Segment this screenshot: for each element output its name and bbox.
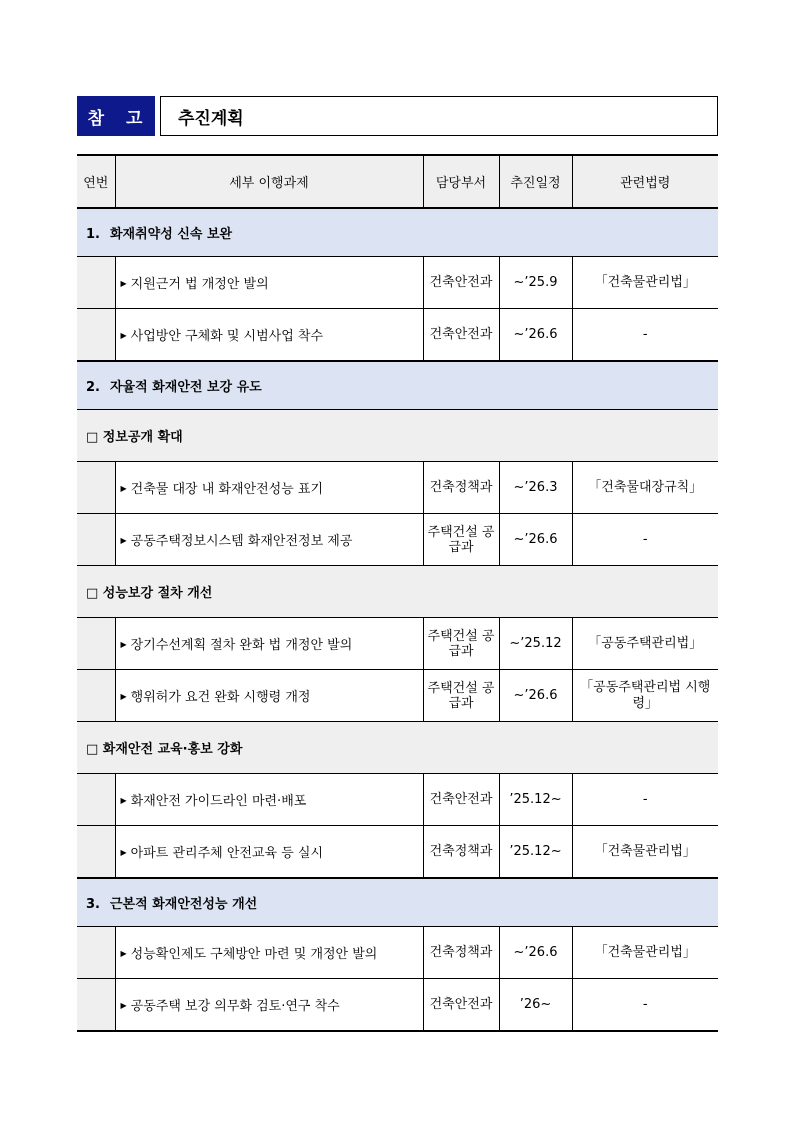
law-cell: -	[572, 309, 718, 362]
section-row	[77, 208, 718, 257]
dept-cell: 건축정책과	[423, 826, 499, 879]
dept-cell: 주택건설 공급과	[423, 670, 499, 722]
schedule-cell: ~’26.3	[499, 462, 572, 514]
law-cell: 「건축물관리법」	[572, 927, 718, 979]
law-cell: 「공동주택관리법 시행령」	[572, 670, 718, 722]
task-cell: ▶ 아파트 관리주체 안전교육 등 실시	[115, 826, 423, 879]
subsection-title: □ 성능보강 절차 개선	[77, 566, 718, 618]
bullet-triangle-icon: ▶	[120, 484, 127, 493]
table-row	[77, 309, 718, 362]
table-row	[77, 462, 718, 514]
subsection-title: □ 화재안전 교육·홍보 강화	[77, 722, 718, 774]
task-cell: ▶ 공동주택 보강 의무화 검토·연구 착수	[115, 979, 423, 1032]
table-row	[77, 979, 718, 1032]
col-header-dept: 담당부서	[423, 155, 499, 208]
law-cell: 「건축물관리법」	[572, 257, 718, 309]
dept-cell: 건축정책과	[423, 927, 499, 979]
law-cell: -	[572, 979, 718, 1032]
schedule-cell: ’25.12~	[499, 774, 572, 826]
bullet-triangle-icon: ▶	[120, 848, 127, 857]
bullet-triangle-icon: ▶	[120, 1001, 127, 1010]
subsection-row	[77, 722, 718, 774]
task-cell: ▶ 사업방안 구체화 및 시범사업 착수	[115, 309, 423, 362]
section-title: 3. 근본적 화재안전성능 개선	[77, 878, 718, 927]
page-title: 추진계획	[160, 96, 718, 136]
task-cell: ▶ 장기수선계획 절차 완화 법 개정안 발의	[115, 618, 423, 670]
dept-cell: 주택건설 공급과	[423, 514, 499, 566]
subsection-row	[77, 566, 718, 618]
law-cell: 「건축물대장규칙」	[572, 462, 718, 514]
row-number-cell	[77, 670, 115, 722]
table-row	[77, 927, 718, 979]
schedule-cell: ~’26.6	[499, 309, 572, 362]
col-header-schedule: 추진일정	[499, 155, 572, 208]
table-row	[77, 774, 718, 826]
col-header-no: 연번	[77, 155, 115, 208]
col-header-task: 세부 이행과제	[115, 155, 423, 208]
schedule-cell: ~’26.6	[499, 927, 572, 979]
dept-cell: 건축정책과	[423, 462, 499, 514]
col-header-law: 관련법령	[572, 155, 718, 208]
section-row	[77, 878, 718, 927]
row-number-cell	[77, 774, 115, 826]
bullet-triangle-icon: ▶	[120, 640, 127, 649]
bullet-triangle-icon: ▶	[120, 331, 127, 340]
law-cell: 「공동주택관리법」	[572, 618, 718, 670]
row-number-cell	[77, 979, 115, 1032]
schedule-cell: ~’26.6	[499, 670, 572, 722]
page-header	[77, 96, 244, 136]
bullet-triangle-icon: ▶	[120, 949, 127, 958]
dept-cell: 주택건설 공급과	[423, 618, 499, 670]
schedule-cell: ~’26.6	[499, 514, 572, 566]
schedule-cell: ’25.12~	[499, 826, 572, 879]
task-cell: ▶ 건축물 대장 내 화재안전성능 표기	[115, 462, 423, 514]
subsection-title: □ 정보공개 확대	[77, 410, 718, 462]
task-cell: ▶ 지원근거 법 개정안 발의	[115, 257, 423, 309]
row-number-cell	[77, 927, 115, 979]
section-row	[77, 361, 718, 410]
row-number-cell	[77, 462, 115, 514]
subsection-row	[77, 410, 718, 462]
row-number-cell	[77, 309, 115, 362]
dept-cell: 건축안전과	[423, 309, 499, 362]
table-header-row	[77, 155, 718, 208]
section-title: 2. 자율적 화재안전 보강 유도	[77, 361, 718, 410]
table-row	[77, 670, 718, 722]
row-number-cell	[77, 514, 115, 566]
law-cell: -	[572, 514, 718, 566]
table-row	[77, 618, 718, 670]
bullet-triangle-icon: ▶	[120, 796, 127, 805]
task-cell: ▶ 화재안전 가이드라인 마련·배포	[115, 774, 423, 826]
dept-cell: 건축안전과	[423, 979, 499, 1032]
task-cell: ▶ 성능확인제도 구체방안 마련 및 개정안 발의	[115, 927, 423, 979]
dept-cell: 건축안전과	[423, 774, 499, 826]
table-row	[77, 257, 718, 309]
schedule-cell: ’26~	[499, 979, 572, 1032]
task-cell: ▶ 행위허가 요건 완화 시행령 개정	[115, 670, 423, 722]
schedule-cell: ~’25.12	[499, 618, 572, 670]
row-number-cell	[77, 826, 115, 879]
reference-badge: 참 고	[77, 96, 155, 136]
bullet-triangle-icon: ▶	[120, 279, 127, 288]
plan-table	[77, 154, 718, 1032]
table-row	[77, 514, 718, 566]
row-number-cell	[77, 257, 115, 309]
table-row	[77, 826, 718, 879]
section-title: 1. 화재취약성 신속 보완	[77, 208, 718, 257]
law-cell: 「건축물관리법」	[572, 826, 718, 879]
bullet-triangle-icon: ▶	[120, 692, 127, 701]
row-number-cell	[77, 618, 115, 670]
law-cell: -	[572, 774, 718, 826]
schedule-cell: ~’25.9	[499, 257, 572, 309]
task-cell: ▶ 공동주택정보시스템 화재안전정보 제공	[115, 514, 423, 566]
dept-cell: 건축안전과	[423, 257, 499, 309]
bullet-triangle-icon: ▶	[120, 536, 127, 545]
